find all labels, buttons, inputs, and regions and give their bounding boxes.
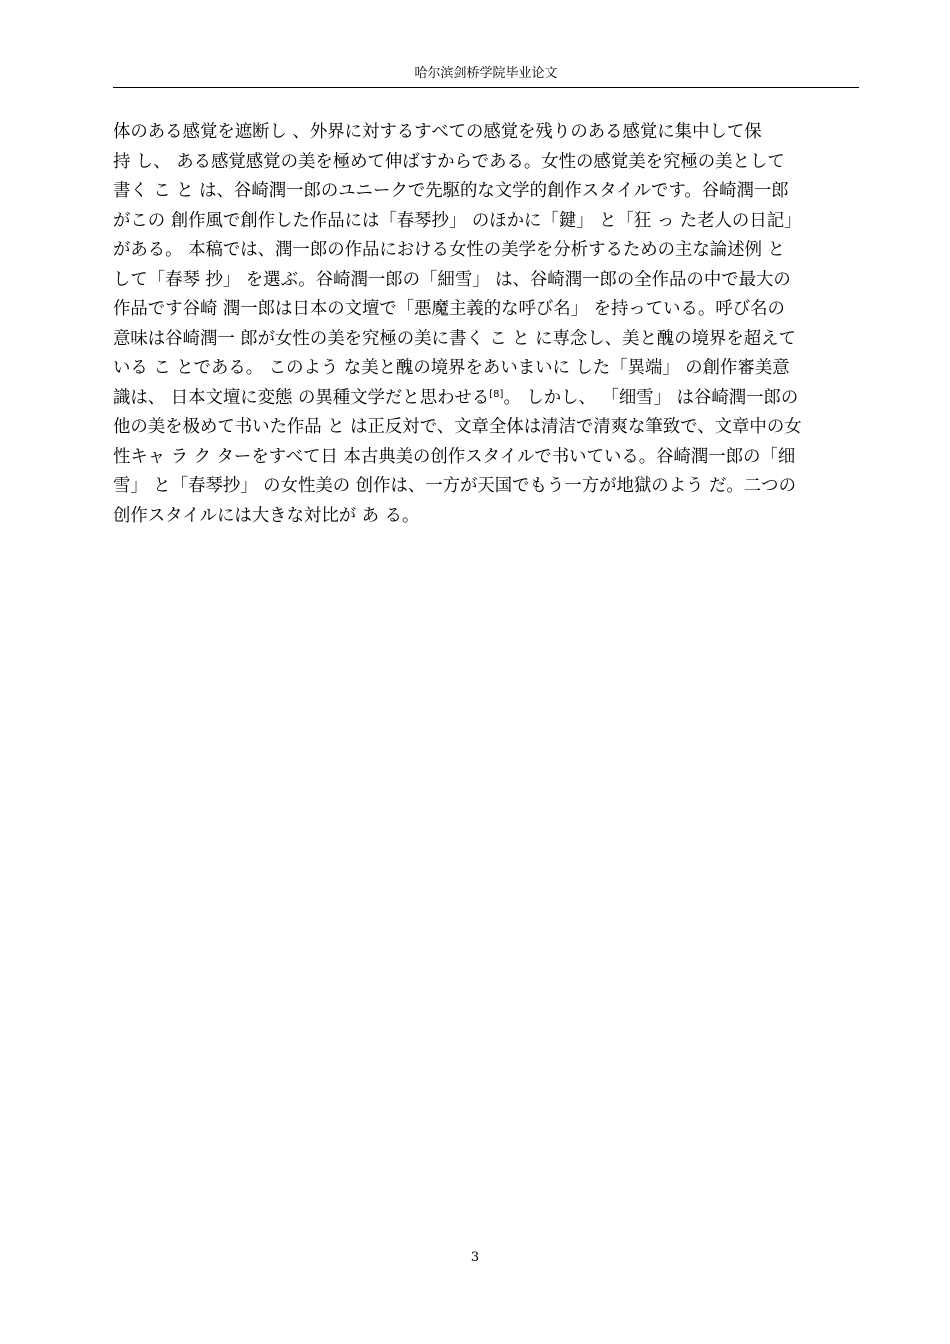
body-line: 体のある感覚を遮断し 、外界に対するすべての感覚を残りのある感覚に集中して保 [113,122,762,142]
line-text-after-citation: 。 しかし、 「细雪」 は谷崎潤一郎の [503,387,799,408]
body-line: 書く こ と は、谷崎潤一郎のユニークで先駆的な文学的創作スタイルです。谷崎潤一郎 [113,181,789,201]
header-rule [113,87,859,88]
body-line: 意味は谷崎潤一 郎が女性の美を究極の美に書く こ と に専念し、美と醜の境界を超えて [113,328,796,349]
body-line: 性キャ ラ ク ターをすべて日 本古典美の创作スタイルで书いている。谷崎潤一郎の「细 [113,446,796,467]
body-line: がある。 本稿では、潤一郎の作品における女性の美学を分析するための主な論述例 と [113,240,785,260]
body-line: 作品です谷崎 潤一郎は日本の文壇で「悪魔主義的な呼び名」 を持っている。呼び名の [113,299,785,319]
body-line: 他の美を极めて书いた作品 と は正反対で、文章全体は清洁で清爽な筆致で、文章中の女 [113,417,802,437]
body-line: いる こ とである。 このよう な美と醜の境界をあいまいに した「異端」 の創作審美意 [113,358,790,378]
body-line: 雪」 と「春琴抄」 の女性美の 创作は、一方が天国でもう一方が地獄のよう だ。二つの [113,476,796,496]
body-paragraph [113,121,859,534]
citation-reference: [8] [489,388,504,400]
line-text-before-citation: 識は、 日本文壇に変態 の異種文学だと思わせる [113,387,490,408]
body-line-with-citation [113,387,859,417]
page-header: 哈尔滨剑桥学院毕业论文 [414,66,558,81]
body-line: 创作スタイルには大きな対比が あ る。 [113,505,420,526]
body-line: 持 し、 ある感覚感覚の美を極めて伸ばすからである。女性の感覚美を究極の美として [113,151,785,172]
body-line: がこの 創作風で創作した作品には「春琴抄」 のほかに「鍵」 と「狂 っ た老人の日記」 [113,210,802,231]
page-number: 3 [470,1250,480,1265]
body-line: して「春琴 抄」 を選ぶ。谷崎潤一郎の「細雪」 は、谷崎潤一郎の全作品の中で最大の [113,269,791,290]
